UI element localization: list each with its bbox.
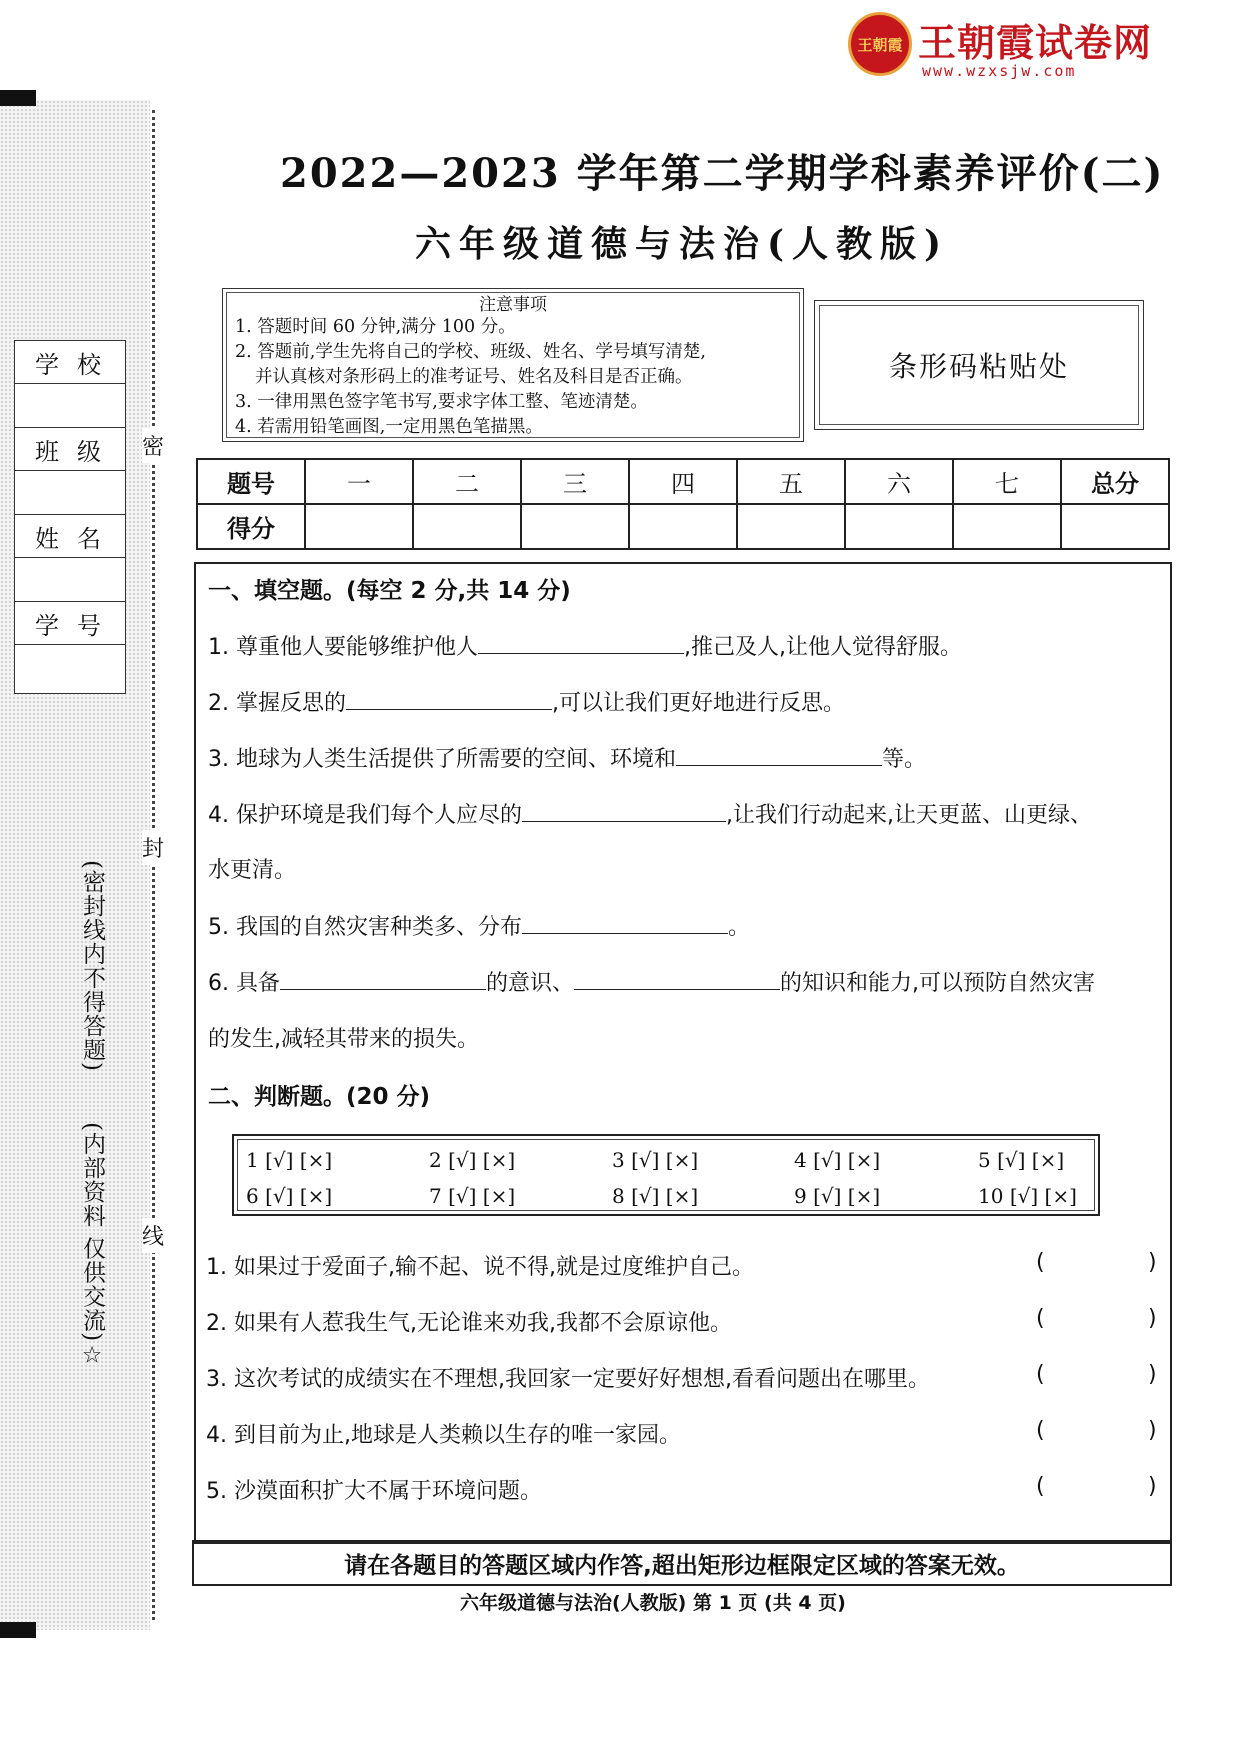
judge-answer-2[interactable] bbox=[429, 1148, 515, 1172]
exam-title: 2022—2023 学年第二学期学科素养评价(二) bbox=[280, 150, 1165, 197]
judge-answer-6[interactable] bbox=[246, 1184, 332, 1208]
notice-item: 3. 一律用黑色签字笔书写,要求字体工整、笔迹清楚。 bbox=[235, 392, 648, 412]
barcode-label: 条形码粘贴处 bbox=[819, 305, 1139, 425]
name-label: 姓名 bbox=[15, 515, 125, 558]
q4-text-b: ,让我们行动起来,让天更蓝、山更绿、 bbox=[725, 803, 1092, 828]
score-table-cell: 一 bbox=[305, 459, 413, 504]
judge-question-2: 2. 如果有人惹我生气,无论谁来劝我,我都不会原谅他。 bbox=[206, 1311, 732, 1336]
judge-number: 3 bbox=[612, 1148, 625, 1172]
q2-text-a: 2. 掌握反思的 bbox=[208, 691, 346, 716]
registration-mark-bottom bbox=[0, 1622, 36, 1638]
q6-text-a: 6. 具备 bbox=[208, 971, 280, 996]
score-table-cell: 三 bbox=[521, 459, 629, 504]
fill-question-4-cont: 水更清。 bbox=[208, 858, 297, 883]
judge-number: 7 bbox=[429, 1184, 442, 1208]
answer-paren-open: ( bbox=[1036, 1474, 1045, 1499]
judge-options: [√] [×] bbox=[265, 1184, 333, 1208]
q3-blank[interactable] bbox=[676, 743, 882, 766]
judge-answer-1[interactable] bbox=[246, 1148, 332, 1172]
q4-blank[interactable] bbox=[522, 799, 726, 822]
answer-paren-open: ( bbox=[1036, 1250, 1045, 1275]
judge-options: [√] [×] bbox=[448, 1184, 516, 1208]
score-input[interactable] bbox=[629, 504, 737, 549]
student-id-label: 学号 bbox=[15, 602, 125, 645]
judge-number: 4 bbox=[794, 1148, 807, 1172]
seal-warning-note: (密封线内不得答题) bbox=[79, 860, 105, 1072]
score-input[interactable] bbox=[1061, 504, 1169, 549]
score-input[interactable] bbox=[737, 504, 845, 549]
section2-heading: 二、判断题。(20 分) bbox=[208, 1084, 431, 1110]
seal-char-mi: 密 bbox=[142, 428, 164, 463]
q1-blank[interactable] bbox=[478, 631, 684, 654]
seal-char-feng: 封 bbox=[142, 830, 164, 865]
binding-strip bbox=[0, 100, 150, 1630]
score-input[interactable] bbox=[305, 504, 413, 549]
score-input[interactable] bbox=[845, 504, 953, 549]
notice-item: 1. 答题时间 60 分钟,满分 100 分。 bbox=[235, 317, 516, 337]
barcode-area bbox=[814, 300, 1144, 430]
school-label: 学校 bbox=[15, 341, 125, 384]
answer-area-note: 请在各题目的答题区域内作答,超出矩形边框限定区域的答案无效。 bbox=[192, 1540, 1172, 1586]
notice-heading: 注意事项 bbox=[479, 295, 547, 315]
fill-question-1 bbox=[208, 630, 962, 661]
notice-box bbox=[222, 288, 804, 442]
q6-text-b: 的意识、 bbox=[485, 971, 574, 996]
q2-blank[interactable] bbox=[346, 687, 552, 710]
judge-answer-3[interactable] bbox=[612, 1148, 698, 1172]
score-table-cell: 四 bbox=[629, 459, 737, 504]
fill-question-6 bbox=[208, 966, 1095, 997]
judge-answer-8[interactable] bbox=[612, 1184, 698, 1208]
page-footer: 六年级道德与法治(人教版) 第 1 页 (共 4 页) bbox=[460, 1592, 846, 1614]
section1-heading: 一、填空题。(每空 2 分,共 14 分) bbox=[208, 578, 571, 604]
student-info-box bbox=[14, 340, 126, 694]
logo-emblem: 王朝霞 bbox=[848, 12, 912, 76]
notice-item: 2. 答题前,学生先将自己的学校、班级、姓名、学号填写清楚, bbox=[235, 342, 706, 362]
q5-text-b: 。 bbox=[727, 915, 750, 940]
judge-number: 9 bbox=[794, 1184, 807, 1208]
score-table bbox=[196, 458, 1170, 550]
judge-number: 5 bbox=[978, 1148, 991, 1172]
school-field[interactable] bbox=[15, 384, 125, 428]
judge-answer-5[interactable] bbox=[978, 1148, 1064, 1172]
score-label: 得分 bbox=[197, 504, 305, 549]
logo-url: www.wzxsjw.com bbox=[922, 62, 1077, 80]
exam-subtitle: 六年级道德与法治(人教版) bbox=[415, 223, 950, 265]
judge-number: 2 bbox=[429, 1148, 442, 1172]
judge-number: 6 bbox=[246, 1184, 259, 1208]
name-field[interactable] bbox=[15, 558, 125, 602]
judge-answer-7[interactable] bbox=[429, 1184, 515, 1208]
logo-name: 王朝霞试卷网 bbox=[918, 21, 1153, 65]
judge-number: 1 bbox=[246, 1148, 259, 1172]
judge-options: [√] [×] bbox=[813, 1184, 881, 1208]
score-input[interactable] bbox=[413, 504, 521, 549]
judge-answer-9[interactable] bbox=[794, 1184, 880, 1208]
fill-question-2 bbox=[208, 686, 845, 717]
judge-answer-4[interactable] bbox=[794, 1148, 880, 1172]
judge-question-5: 5. 沙漠面积扩大不属于环境问题。 bbox=[206, 1479, 542, 1504]
judge-options: [√] [×] bbox=[1009, 1184, 1077, 1208]
site-logo bbox=[848, 12, 1158, 80]
q5-text-a: 5. 我国的自然灾害种类多、分布 bbox=[208, 915, 522, 940]
q6-text-c: 的知识和能力,可以预防自然灾害 bbox=[780, 971, 1095, 996]
score-table-header-row bbox=[197, 459, 1169, 504]
judge-answer-10[interactable] bbox=[978, 1184, 1077, 1208]
answer-paren-close: ) bbox=[1148, 1474, 1157, 1499]
class-field[interactable] bbox=[15, 471, 125, 515]
judgement-answer-grid bbox=[232, 1134, 1100, 1216]
score-table-cell: 五 bbox=[737, 459, 845, 504]
judge-options: [√] [×] bbox=[631, 1184, 699, 1208]
q2-text-b: ,可以让我们更好地进行反思。 bbox=[551, 691, 845, 716]
registration-mark-top bbox=[0, 90, 36, 106]
q4-text-a: 4. 保护环境是我们每个人应尽的 bbox=[208, 803, 522, 828]
q6-blank-2[interactable] bbox=[574, 967, 780, 990]
fill-question-3 bbox=[208, 742, 926, 773]
answer-paren-close: ) bbox=[1148, 1306, 1157, 1331]
judge-options: [√] [×] bbox=[448, 1148, 516, 1172]
judge-question-1: 1. 如果过于爱面子,输不起、说不得,就是过度维护自己。 bbox=[206, 1255, 754, 1280]
q6-blank-1[interactable] bbox=[280, 967, 486, 990]
judge-options: [√] [×] bbox=[813, 1148, 881, 1172]
q1-text-a: 1. 尊重他人要能够维护他人 bbox=[208, 635, 478, 660]
q3-text-a: 3. 地球为人类生活提供了所需要的空间、环境和 bbox=[208, 747, 676, 772]
student-id-field[interactable] bbox=[15, 645, 125, 689]
seal-char-xian: 线 bbox=[142, 1218, 164, 1253]
score-input[interactable] bbox=[953, 504, 1061, 549]
answer-paren-open: ( bbox=[1036, 1418, 1045, 1443]
notice-item: 并认真核对条形码上的准考证号、姓名及科目是否正确。 bbox=[255, 367, 693, 387]
judge-options: [√] [×] bbox=[631, 1148, 699, 1172]
fill-question-6-cont: 的发生,减轻其带来的损失。 bbox=[208, 1027, 479, 1052]
internal-material-note: (内部资料 仅供交流)☆ bbox=[79, 1122, 105, 1370]
judge-number: 8 bbox=[612, 1184, 625, 1208]
q3-text-b: 等。 bbox=[882, 747, 927, 772]
score-table-cell: 总分 bbox=[1061, 459, 1169, 504]
score-table-cell: 题号 bbox=[197, 459, 305, 504]
answer-paren-close: ) bbox=[1148, 1418, 1157, 1443]
judge-question-3: 3. 这次考试的成绩实在不理想,我回家一定要好好想想,看看问题出在哪里。 bbox=[206, 1367, 930, 1392]
notice-item: 4. 若需用铅笔画图,一定用黑色笔描黑。 bbox=[235, 417, 543, 437]
score-table-cell: 七 bbox=[953, 459, 1061, 504]
score-table-score-row bbox=[197, 504, 1169, 549]
answer-paren-close: ) bbox=[1148, 1250, 1157, 1275]
judge-options: [√] [×] bbox=[997, 1148, 1065, 1172]
judge-number: 10 bbox=[978, 1184, 1004, 1208]
fill-question-5 bbox=[208, 910, 750, 941]
score-table-cell: 二 bbox=[413, 459, 521, 504]
judge-options: [√] [×] bbox=[265, 1148, 333, 1172]
answer-paren-open: ( bbox=[1036, 1362, 1045, 1387]
answer-paren-open: ( bbox=[1036, 1306, 1045, 1331]
class-label: 班级 bbox=[15, 428, 125, 471]
fill-question-4 bbox=[208, 798, 1092, 829]
score-input[interactable] bbox=[521, 504, 629, 549]
q5-blank[interactable] bbox=[522, 911, 728, 934]
seal-dotted-line bbox=[152, 110, 155, 1620]
q1-text-b: ,推己及人,让他人觉得舒服。 bbox=[683, 635, 962, 660]
judge-question-4: 4. 到目前为止,地球是人类赖以生存的唯一家园。 bbox=[206, 1423, 681, 1448]
score-table-cell: 六 bbox=[845, 459, 953, 504]
answer-paren-close: ) bbox=[1148, 1362, 1157, 1387]
